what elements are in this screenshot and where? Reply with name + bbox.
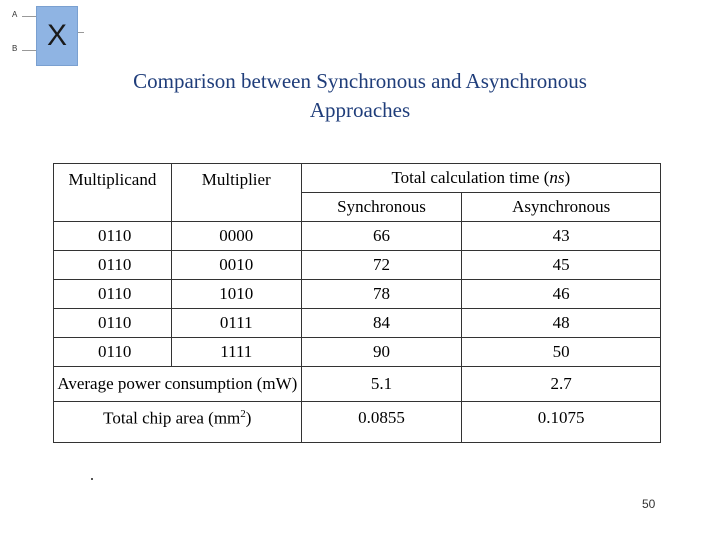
logo-wire-a — [22, 16, 36, 17]
area-label — [54, 402, 302, 443]
cell-async-time: 43 — [462, 222, 661, 251]
area-sync: 0.0855 — [301, 402, 462, 443]
power-label: Average power consumption (mW) — [54, 367, 302, 402]
cell-sync-time: 72 — [301, 251, 462, 280]
header-total-time-unit: ns — [549, 168, 565, 187]
logo — [12, 6, 87, 64]
cell-multiplicand: 0110 — [54, 251, 172, 280]
page-number: 50 — [642, 497, 656, 511]
cell-async-time: 50 — [462, 338, 661, 367]
table-row-area — [54, 402, 661, 443]
slide-title — [40, 67, 680, 125]
cell-multiplicand: 0110 — [54, 222, 172, 251]
slide-title-line-1: Comparison between Synchronous and Asynchronous — [133, 69, 587, 93]
header-total-time — [301, 164, 660, 193]
power-sync: 5.1 — [301, 367, 462, 402]
cell-async-time: 48 — [462, 309, 661, 338]
logo-wire-b — [22, 50, 36, 51]
logo-pin-b-label: B — [12, 44, 18, 53]
logo-pin-a-label: A — [12, 10, 18, 19]
area-label-prefix: Total chip area (mm — [103, 408, 241, 428]
cell-async-time: 46 — [462, 280, 661, 309]
comparison-table — [53, 163, 661, 443]
comparison-table-container — [53, 163, 661, 446]
area-async: 0.1075 — [462, 402, 661, 443]
cell-sync-time: 84 — [301, 309, 462, 338]
header-multiplicand: Multiplicand — [54, 164, 172, 222]
table-row — [54, 222, 661, 251]
header-total-time-prefix: Total calculation time ( — [391, 168, 550, 187]
cell-sync-time: 90 — [301, 338, 462, 367]
cell-multiplier: 1111 — [171, 338, 301, 367]
table-row — [54, 338, 661, 367]
slide-title-line-2: Approaches — [309, 98, 411, 122]
cell-multiplier: 0010 — [171, 251, 301, 280]
cell-multiplicand: 0110 — [54, 280, 172, 309]
table-row-power — [54, 367, 661, 402]
header-asynchronous: Asynchronous — [462, 193, 661, 222]
cell-async-time: 45 — [462, 251, 661, 280]
cell-multiplier: 0000 — [171, 222, 301, 251]
power-async: 2.7 — [462, 367, 661, 402]
cell-multiplicand: 0110 — [54, 338, 172, 367]
table-row — [54, 309, 661, 338]
table-row — [54, 251, 661, 280]
header-multiplier: Multiplier — [171, 164, 301, 222]
area-label-sup: 2 — [240, 408, 246, 420]
table-row — [54, 280, 661, 309]
cell-multiplicand: 0110 — [54, 309, 172, 338]
cell-multiplier: 1010 — [171, 280, 301, 309]
area-label-suffix: ) — [245, 408, 252, 428]
cell-sync-time: 66 — [301, 222, 462, 251]
header-total-time-suffix: ) — [564, 168, 571, 187]
table-header-row-1 — [54, 164, 661, 193]
decorative-dot — [91, 478, 93, 480]
header-synchronous: Synchronous — [301, 193, 462, 222]
logo-box: X — [36, 6, 78, 66]
cell-sync-time: 78 — [301, 280, 462, 309]
cell-multiplier: 0111 — [171, 309, 301, 338]
